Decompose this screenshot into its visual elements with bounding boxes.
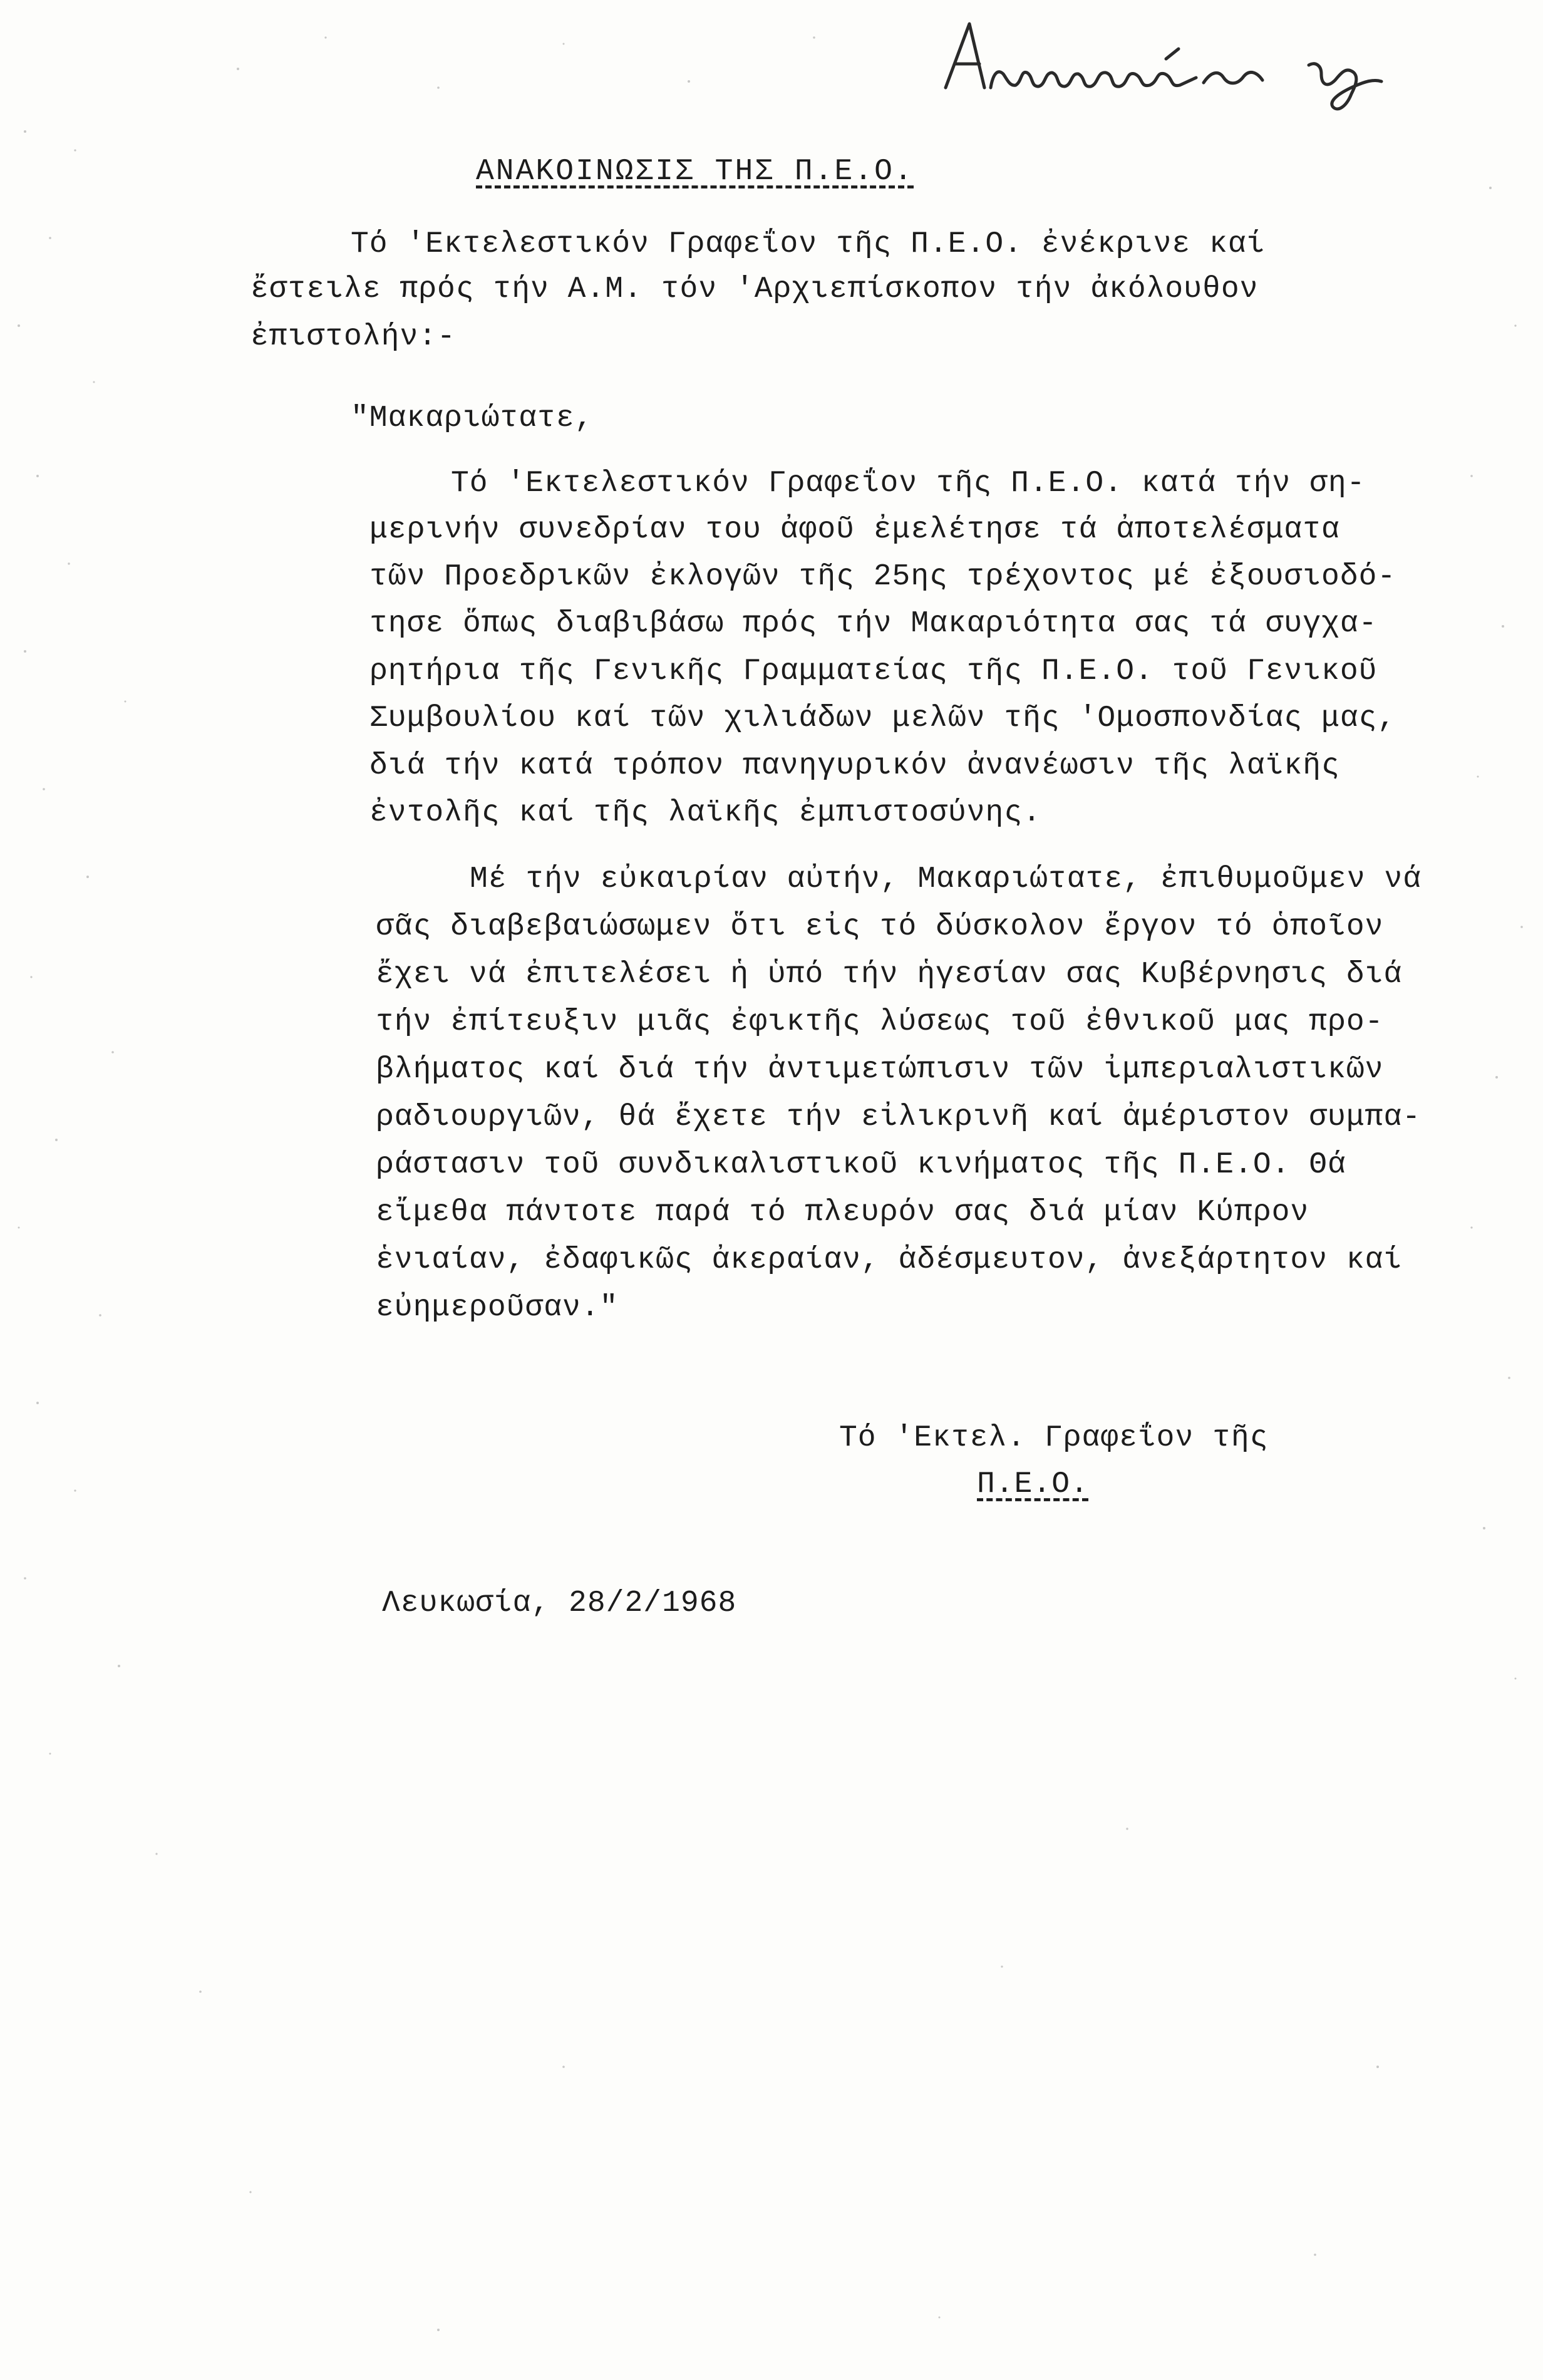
- paragraph2-line: ράστασιν τοῦ συνδικαλιστικοῦ κινήματος τῆς Π.Ε.Ο. Θά: [376, 1148, 1346, 1182]
- intro-line: ἔστειλε πρός τήν Α.Μ. τόν 'Αρχιεπίσκοπον τήν ἀκόλουθον: [250, 272, 1259, 306]
- place-date: Λευκωσία, 28/2/1968: [382, 1586, 737, 1620]
- paragraph1-line: διά τήν κατά τρόπον πανηγυρικόν ἀνανέωσιν τῆς λαϊκῆς: [369, 749, 1340, 783]
- paragraph1-line: Τό 'Εκτελεστικόν Γραφεΐον τῆς Π.Ε.Ο. κατά τήν ση-: [451, 467, 1366, 500]
- paragraph2-line: ἑνιαίαν, ἐδαφικῶς ἀκεραίαν, ἀδέσμευτον, ἀνεξάρτητον καί: [376, 1243, 1403, 1277]
- paragraph2-line: σᾶς διαβεβαιώσωμεν ὅτι εἰς τό δύσκολον ἔργον τό ὁποῖον: [376, 910, 1384, 944]
- document-heading: ΑΝΑΚΟΙΝΩΣΙΣ ΤΗΣ Π.Ε.Ο.: [476, 155, 914, 189]
- paragraph1-line: ἐντολῆς καί τῆς λαϊκῆς ἐμπιστοσύνης.: [369, 796, 1041, 830]
- paragraph1-line: τῶν Προεδρικῶν ἐκλογῶν τῆς 25ης τρέχοντος μέ ἐξουσιοδό-: [369, 560, 1396, 594]
- paragraph1-line: μερινήν συνεδρίαν του ἀφοῦ ἐμελέτησε τά ἀποτελέσματα: [369, 513, 1340, 547]
- paragraph2-line: εἴμεθα πάντοτε παρά τό πλευρόν σας διά μίαν Κύπρον: [376, 1196, 1309, 1229]
- handwritten-note: [933, 13, 1465, 119]
- paragraph1-line: Συμβουλίου καί τῶν χιλιάδων μελῶν τῆς 'Ομοσπονδίας μας,: [369, 701, 1396, 735]
- intro-line: Τό 'Εκτελεστικόν Γραφεΐον τῆς Π.Ε.Ο. ἐνέκρινε καί: [351, 227, 1266, 261]
- salutation: "Μακαριώτατε,: [351, 401, 594, 435]
- paragraph1-line: τησε ὅπως διαβιβάσω πρός τήν Μακαριότητα σας τά συγχα-: [369, 607, 1378, 641]
- signature-line1: Τό 'Εκτελ. Γραφεΐον τῆς: [839, 1421, 1269, 1455]
- paragraph2-line: τήν ἐπίτευξιν μιᾶς ἐφικτῆς λύσεως τοῦ ἐθνικοῦ μας προ-: [376, 1005, 1384, 1039]
- paragraph2-line: εὐημεροῦσαν.": [376, 1291, 619, 1325]
- paragraph2-line: βλήματος καί διά τήν ἀντιμετώπισιν τῶν ἰμπεριαλιστικῶν: [376, 1053, 1384, 1087]
- paragraph1-line: ρητήρια τῆς Γενικῆς Γραμματείας τῆς Π.Ε.Ο. τοῦ Γενικοῦ: [369, 654, 1378, 688]
- paragraph2-line: Μέ τήν εὐκαιρίαν αὐτήν, Μακαριώτατε, ἐπιθυμοῦμεν νά: [470, 862, 1422, 896]
- paragraph2-line: ραδιουργιῶν, θά ἔχετε τήν εἰλικρινῆ καί ἀμέριστον συμπα-: [376, 1100, 1422, 1134]
- signature-org: Π.Ε.Ο.: [977, 1467, 1089, 1501]
- paragraph2-line: ἔχει νά ἐπιτελέσει ἡ ὑπό τήν ἡγεσίαν σας Κυβέρνησις διά: [376, 958, 1403, 991]
- intro-line: ἐπιστολήν:-: [250, 320, 456, 354]
